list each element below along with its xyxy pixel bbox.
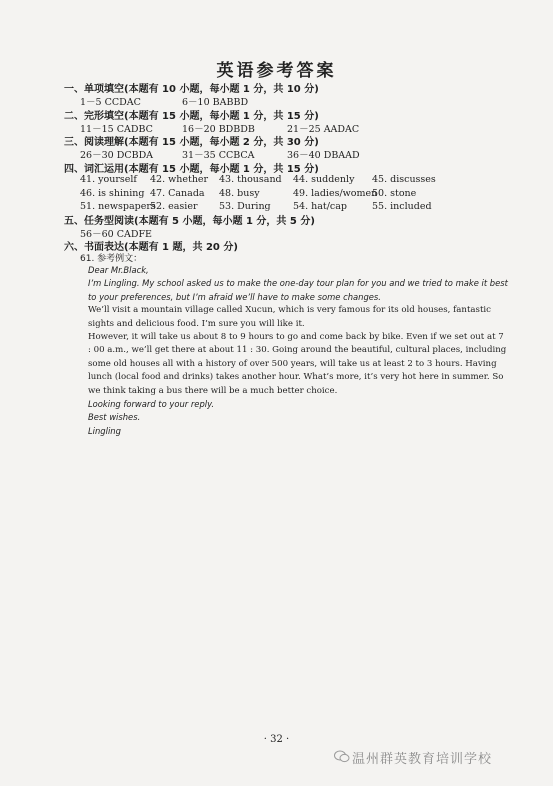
vocab-answer: 46. is shining	[80, 188, 145, 199]
answer-line: 56－60 CADFE	[80, 229, 152, 240]
section-heading-1: 一、单项填空(本题有 10 小题，每小题 1 分，共 10 分)	[64, 84, 319, 95]
answer-line: 6－10 BABBD	[182, 97, 249, 108]
sample-essay	[88, 264, 508, 438]
vocab-answer: 43. thousand	[219, 174, 282, 185]
vocab-answer: 44. suddenly	[293, 174, 355, 185]
answer-line: 11－15 CADBC	[80, 124, 153, 135]
vocab-answer: 42. whether	[150, 174, 209, 185]
answer-line: 21－25 AADAC	[287, 124, 360, 135]
wechat-logo-icon	[334, 750, 350, 763]
essay-paragraph: I’m Lingling. My school asked us to make the one-day tour plan for you and we tried to make it best to your preferences, but I’m afraid we’ll have to make some changes.	[88, 278, 508, 302]
vocab-answer: 54. hat/cap	[293, 201, 347, 212]
essay-label: 61. 参考例文：	[80, 254, 143, 264]
vocab-answer: 52. easier	[150, 201, 198, 212]
vocab-answer: 55. included	[372, 201, 432, 212]
section-heading-4: 四、词汇运用(本题有 15 小题，每小题 1 分，共 15 分)	[64, 164, 319, 175]
essay-paragraph: We’ll visit a mountain village called Xucun, which is very famous for its old houses, fantastic sights and delicious food. I’m sure you will like it.	[88, 305, 491, 329]
answer-line: 16－20 BDBDB	[182, 124, 255, 135]
section-heading-2: 二、完形填空(本题有 15 小题，每小题 1 分，共 15 分)	[64, 111, 319, 122]
watermark: 温州群英教育培训学校	[352, 752, 493, 767]
answer-line: 1－5 CCDAC	[80, 97, 141, 108]
section-heading-3: 三、阅读理解(本题有 15 小题，每小题 2 分，共 30 分)	[64, 137, 319, 148]
vocab-answer: 51. newspapers	[80, 201, 156, 212]
section-heading-5: 五、任务型阅读(本题有 5 小题，每小题 1 分，共 5 分)	[64, 216, 315, 227]
essay-signature: Lingling	[88, 425, 121, 436]
vocab-answer: 48. busy	[219, 188, 260, 199]
essay-salutation: Dear Mr.Black,	[88, 265, 149, 275]
answer-line: 36－40 DBAAD	[287, 150, 360, 161]
essay-paragraph: However, it will take us about 8 to 9 hours to go and come back by bike. Even if we set out at 7 : 00 a.m., we’ll get there at about 11 : 30. Going around the beautiful, cultural places, including some old houses all with a history of over 500 years, will take us at least 2 to 3 hours. Having lunch (local food and drinks) takes another hour. What’s more, it’s very hot here in summer. So we think taking a bus there will be a much better choice.	[88, 332, 507, 396]
section-heading-6: 六、书面表达(本题有 1 题，共 20 分)	[64, 242, 238, 253]
essay-closing: Best wishes.	[88, 412, 141, 423]
vocab-answer: 49. ladies/women	[293, 188, 378, 199]
vocab-answer: 41. yourself	[80, 174, 137, 185]
essay-closing: Looking forward to your reply.	[88, 399, 215, 410]
answer-line: 31－35 CCBCA	[182, 150, 255, 161]
vocab-answer: 53. During	[219, 201, 271, 212]
vocab-answer: 50. stone	[372, 188, 417, 199]
vocab-answer: 47. Canada	[150, 188, 205, 199]
page-number: · 32 ·	[263, 734, 290, 745]
vocab-answer: 45. discusses	[372, 174, 436, 185]
answer-line: 26－30 DCBDA	[80, 150, 154, 161]
page-title: 英语参考答案	[216, 61, 337, 81]
